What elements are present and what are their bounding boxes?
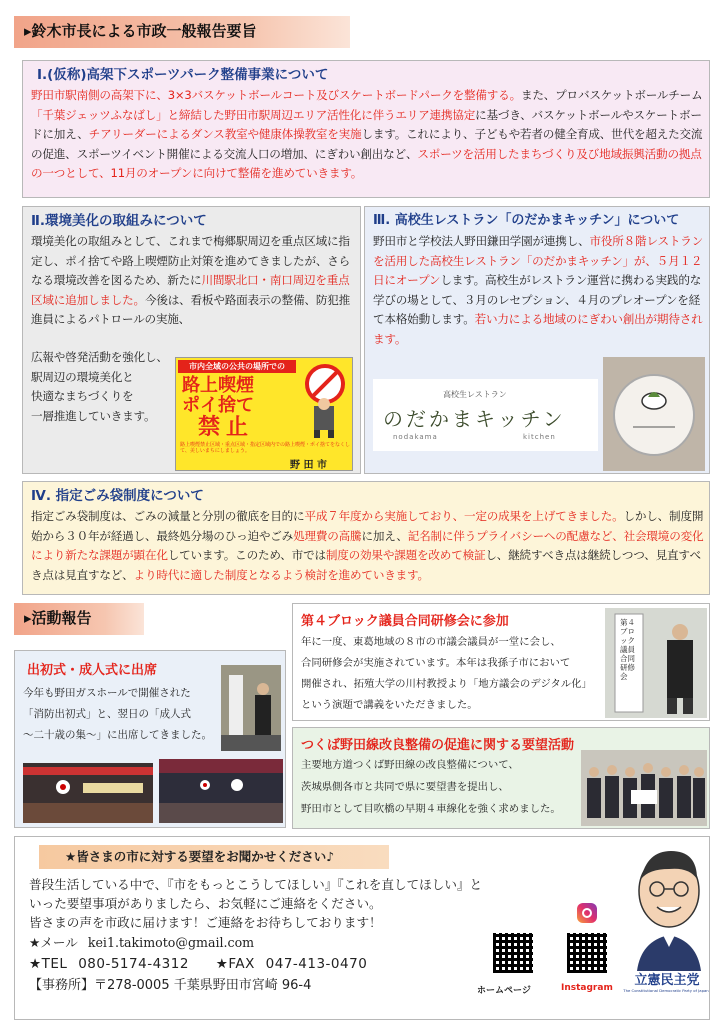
- body-line: 駅周辺の環境美化と: [31, 369, 134, 384]
- office-label: 【事務所】: [29, 978, 95, 993]
- highlight-text: 平成７年度から実施しており、一定の成果を上げてきました。: [304, 509, 624, 523]
- activity-training: [292, 603, 710, 721]
- mail-link[interactable]: kei1.takimoto@gmail.com: [87, 935, 255, 950]
- highlight-text: 記名制に伴うプライバシーへの配慮など、社会環境の変化により新たな課題が顕在化: [31, 528, 704, 562]
- activity-ceremony: [14, 650, 286, 828]
- body-line: 主要地方道つくば野田線の改良整備について、: [301, 759, 519, 771]
- section-sports-park: [22, 60, 710, 198]
- activity-title: 出初式・成人式に出席: [27, 663, 158, 678]
- poster-line1: 路上喫煙: [182, 375, 254, 396]
- section-header-text: ▸活動報告: [24, 609, 92, 627]
- logo-small: 高校生レストラン: [443, 390, 507, 399]
- activity-title: つくば野田線改良整備の促進に関する要望活動: [301, 738, 575, 753]
- body-line: 今年も野田ガスホールで開催された: [23, 687, 191, 699]
- section-header-text: ▸鈴木市長による市政一般報告要旨: [24, 22, 257, 40]
- activity-title: 第４ブロック議員合同研修会に参加: [301, 614, 509, 629]
- highlight-text: 川間駅北口・南口周辺を重点区域に追加しました。: [31, 273, 350, 307]
- ceremony-photo-2: [23, 763, 153, 823]
- body-text: 環境美化の取組みとして、これまで梅郷駅周辺を重点区域に指定し、ポイ捨てや路上喫煙防止対策を進めてきましたが、さらなる環境改善を図るため、新たに: [31, 234, 351, 287]
- body-line: 茨城県側各市と共同で県に要望書を提出し、: [301, 781, 509, 793]
- contact-office-row: [29, 975, 311, 997]
- fax-label: ★FAX: [215, 956, 255, 972]
- section-header-activity: [14, 603, 144, 635]
- body-text: し、継続すべき点は継続しつつ、見直すべき点は見直すなど、: [31, 548, 701, 582]
- highlight-text: より時代に適した制度となるよう検討を進めていきます。: [133, 567, 429, 582]
- body-line: ～二十歳の集～」に出席してきました。: [23, 729, 212, 741]
- portrait-illustration: [629, 843, 707, 971]
- fax-value: 047-413-0470: [265, 956, 368, 972]
- highlight-text: 処理費の高騰: [293, 528, 362, 543]
- highlight-text: 「千葉ジェッツふなばし」と締結した野田市駅周辺エリア活性化に伴うエリア連携協定: [31, 107, 476, 122]
- homepage-label: ホームページ: [477, 986, 531, 996]
- instagram-icon[interactable]: [577, 903, 597, 923]
- body-line: いった要望事項がありましたら、お気軽にご連絡をください。: [29, 896, 382, 911]
- section-garbage-bag: [22, 481, 710, 595]
- highlight-text: 制度の効果や課題を改めて検証: [325, 548, 486, 562]
- section-body: [373, 232, 705, 349]
- highlight-text: スポーツを活用したまちづくり及び地域振興活動の拠点の一つとして、11月のオープンに向けて整備を進めていきます。: [31, 146, 702, 180]
- body-text: に加え、: [361, 528, 408, 543]
- section-body-left: [31, 348, 181, 426]
- logo-main: のだかまキッチン: [383, 407, 566, 431]
- contact-phone-row: [29, 953, 367, 975]
- restaurant-logo: [373, 379, 598, 451]
- contact-mail-row: [29, 933, 254, 953]
- contact-section: [14, 836, 710, 1020]
- ceremony-photo-3: [159, 759, 283, 823]
- poster-line2: ポイ捨て: [182, 395, 254, 416]
- ceremony-photo-1: [221, 665, 281, 751]
- poster-line3: 禁止: [198, 415, 255, 440]
- section-header-mayor-report: [14, 16, 350, 48]
- body-line: 合同研修会が実施されています。本年は我孫子市において: [301, 657, 571, 669]
- instagram-qr-code[interactable]: [567, 933, 607, 973]
- no-smoking-poster: [175, 357, 353, 471]
- body-line: という演題で講義をいただきました。: [301, 699, 478, 711]
- poster-top: 市内全域の公共の場所での: [178, 360, 296, 373]
- body-line: 開催され、拓殖大学の川村教授より「地方議会のデジタル化」: [301, 678, 592, 690]
- office-address: 〒278-0005 千葉県野田市宮崎 96-4: [94, 978, 312, 993]
- poster-city: 野 田 市: [290, 460, 327, 471]
- body-text: に基づき、バスケットボールやスケートボードに加え、: [31, 107, 702, 141]
- body-text: また、プロバスケットボールチーム: [520, 88, 703, 102]
- party-subtitle: The Constitutional Democratic Party of Japan: [623, 988, 709, 993]
- body-line: 「消防出初式」と、翌日の「成人式: [23, 708, 191, 720]
- section-body: [31, 232, 357, 330]
- training-sign: 第４ブロック議員合同研修会: [620, 618, 635, 681]
- highlight-text: 若い力による地域のにぎわい創出が期待されます。: [373, 312, 703, 346]
- section-environment: [22, 206, 361, 474]
- restaurant-plate-photo: [603, 357, 705, 471]
- highlight-text: 市役所８階レストランを活用した高校生レストラン「のだかまキッチン」が、５月１２日にオープン: [373, 234, 704, 287]
- body-line: 普段生活している中で、『市をもっとこうしてほしい』『これを直してほしい』と: [29, 877, 483, 892]
- section-title: Ⅳ. 指定ごみ袋制度について: [31, 488, 204, 504]
- logo-sub-left: nodakama: [393, 433, 438, 441]
- petition-photo: [581, 750, 707, 826]
- activity-body: [301, 632, 601, 716]
- mail-label: ★メール: [29, 935, 78, 950]
- body-line: 野田市として目吹橋の早期４車線化を強く求めました。: [301, 803, 561, 815]
- body-line: 一層推進していきます。: [31, 408, 156, 423]
- activity-body: [23, 683, 219, 746]
- body-line: 広報や啓発活動を強化し、: [31, 350, 168, 364]
- activity-body: [301, 754, 591, 820]
- no-smoking-icon: [300, 362, 350, 438]
- training-photo: [605, 608, 707, 718]
- contact-banner: ★皆さまの市に対する要望をお聞かせください♪: [39, 845, 389, 869]
- highlight-text: チアリーダーによるダンス教室や健康体操教室を実施: [88, 127, 362, 141]
- body-line: 年に一度、東葛地域の８市の市議会議員が一堂に会し、: [301, 636, 561, 648]
- body-line: 快適なまちづくりを: [31, 389, 134, 403]
- logo-sub-right: kitchen: [523, 433, 556, 441]
- party-logo-text: 立憲民主党: [634, 973, 700, 988]
- body-text: 指定ごみ袋制度は、ごみの減量と分別の徹底を目的に: [31, 509, 305, 523]
- homepage-qr-code[interactable]: [493, 933, 533, 973]
- section-title: Ⅱ.環境美化の取組みについて: [31, 213, 207, 229]
- poster-small-text: 路上喫煙禁止区域・重点区域・指定区域内での路上喫煙・ポイ捨てをなくして、美しいまちにしましょう。: [180, 442, 351, 454]
- body-text: 今後は、看板や路面表示の整備、防犯推進員によるパトロールの実施、: [31, 292, 351, 326]
- highlight-text: 野田市駅南側の高架下に、3×3バスケットボールコート及びスケートボードパークを整備する。: [31, 88, 521, 102]
- section-title: Ⅰ.(仮称)高架下スポーツパーク整備事業について: [37, 67, 329, 83]
- body-line: 皆さまの声を市政に届けます！ご連絡をお待ちしております！: [29, 915, 382, 930]
- body-text: 野田市と学校法人野田鎌田学園が連携し、: [373, 234, 590, 248]
- section-body: [31, 86, 705, 184]
- tel-value[interactable]: 080-5174-4312: [78, 956, 189, 972]
- section-title: Ⅲ. 高校生レストラン「のだかまキッチン」について: [373, 213, 680, 228]
- instagram-label: Instagram: [561, 983, 613, 993]
- body-text: しかし、制度開始から３０年が経過し、最終処分場のひっ迫やごみ: [31, 509, 704, 543]
- body-text: します。これにより、子どもや若者の健全育成、世代を超えた交流の促進、スポーツイベント開催による交流人口の増加、にぎわい創出など、: [31, 127, 703, 161]
- body-text: しています。このため、市では: [167, 548, 326, 562]
- contact-body: [29, 875, 499, 932]
- section-body: [31, 507, 705, 585]
- tel-label: ★TEL: [29, 956, 68, 972]
- section-high-school-restaurant: [364, 206, 710, 474]
- body-text: します。高校生がレストラン運営に携わる実践的な学びの場として、３月のレセプション、４月のプレオープンを経て本格始動します。: [373, 273, 702, 326]
- activity-petition: [292, 727, 710, 829]
